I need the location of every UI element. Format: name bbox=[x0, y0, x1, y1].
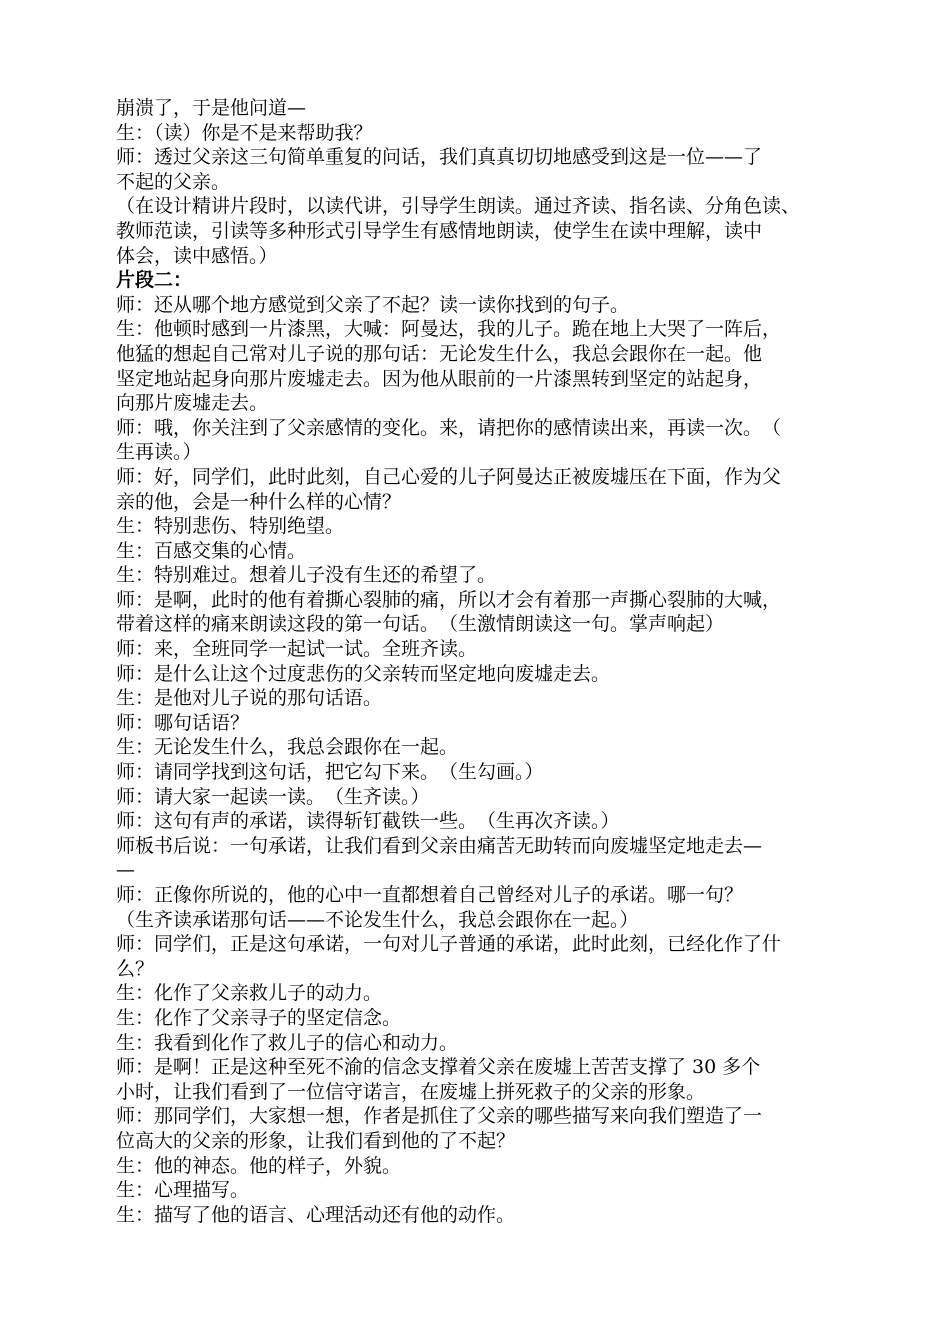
section-heading: 片段二： bbox=[116, 269, 193, 292]
paragraph: 师：正像你所说的，他的心中一直都想着自己曾经对儿子的承诺。哪一句？ （生齐读承诺那句话——不论发生什么，我总会跟你在一起。） bbox=[116, 884, 744, 931]
paragraph: 生：我看到化作了救儿子的信心和动力。 bbox=[116, 1031, 459, 1054]
paragraph: 师：还从哪个地方感觉到父亲了不起？读一读你找到的句子。 bbox=[116, 293, 630, 316]
paragraph: 师：同学们，正是这句承诺，一句对儿子普通的承诺，此时此刻，已经化作了什 么？ bbox=[116, 933, 782, 980]
paragraph: 生：描写了他的语言、心理活动还有他的动作。 bbox=[116, 1203, 516, 1226]
paragraph: 生：化作了父亲救儿子的动力。 bbox=[116, 982, 383, 1005]
paragraph: 师：透过父亲这三句简单重复的问话，我们真真切切地感受到这是一位——了 不起的父亲。 bbox=[116, 146, 763, 193]
paragraph: 师：好，同学们，此时此刻，自己心爱的儿子阿曼达正被废墟压在下面，作为父 亲的他，会是一种什么样的心情？ bbox=[116, 465, 782, 513]
paragraph: 师：哪句话语？ bbox=[116, 711, 250, 734]
paragraph: 生：无论发生什么，我总会跟你在一起。 bbox=[116, 736, 459, 759]
paragraph: 生：他顿时感到一片漆黑，大喊：阿曼达，我的儿子。跪在地上大哭了一阵后， 他猛的想起自己常对儿子说的那句话：无论发生什么，我总会跟你在一起。他 坚定地站起身向那片废墟走去。因为他从眼前的一片漆黑转到坚定的站起身， 向那片废墟走去。 bbox=[116, 318, 782, 415]
paragraph: 师：这句有声的承诺，读得斩钉截铁一些。 （生再次齐读。） bbox=[116, 810, 620, 833]
paragraph: 生：特别难过。想着儿子没有生还的希望了。 bbox=[116, 564, 497, 587]
paragraph: 生：心理描写。 bbox=[116, 1179, 250, 1202]
paragraph: 师：是啊！正是这种至死不渝的信念支撑着父亲在废墟上苦苦支撑了 30 多个 小时，让我们看到了一位信守诺言，在废墟上拼死救子的父亲的形象。 bbox=[116, 1056, 761, 1103]
paragraph: 师：是啊，此时的他有着撕心裂肺的痛，所以才会有着那一声撕心裂肺的大喊， 带着这样的痛来朗读这段的第一句话。 （生激情朗读这一句。掌声响起） bbox=[116, 588, 782, 636]
paragraph: 崩溃了，于是他问道— bbox=[116, 97, 307, 119]
paragraph: 师：是什么让这个过度悲伤的父亲转而坚定地向废墟走去。 bbox=[116, 662, 611, 685]
document-body bbox=[116, 96, 838, 1227]
paragraph: 生：（读）你是不是来帮助我？ bbox=[116, 121, 373, 144]
paragraph: 生：他的神态。他的样子，外貌。 bbox=[116, 1154, 402, 1177]
paragraph: 师：来，全班同学一起试一试。全班齐读。 bbox=[116, 638, 478, 661]
paragraph: 师：哦，你关注到了父亲感情的变化。来，请把你的感情读出来，再读一次。 （ 生再读。） bbox=[116, 416, 782, 464]
paragraph: 师：请同学找到这句话，把它勾下来。 （生勾画。） bbox=[116, 761, 544, 784]
paragraph: 生：百感交集的心情。 bbox=[116, 539, 307, 562]
paragraph: 生：特别悲伤、特别绝望。 bbox=[116, 515, 345, 538]
paragraph: 生：是他对儿子说的那句话语。 bbox=[116, 687, 383, 710]
paragraph: 生：化作了父亲寻子的坚定信念。 bbox=[116, 1006, 402, 1029]
paragraph: （在设计精讲片段时，以读代讲，引导学生朗读。通过齐读、指名读、分角色读、 教师范读，引读等多种形式引导学生有感情地朗读，使学生在读中理解，读中 体会，读中感悟。） bbox=[116, 195, 801, 267]
paragraph: 师：请大家一起读一读。 （生齐读。） bbox=[116, 785, 430, 808]
paragraph: 师：那同学们，大家想一想，作者是抓住了父亲的哪些描写来向我们塑造了一 位高大的父亲的形象，让我们看到他的了不起？ bbox=[116, 1105, 763, 1152]
paragraph: 师板书后说：一句承诺，让我们看到父亲由痛苦无助转而向废墟坚定地走去— — bbox=[116, 834, 763, 882]
